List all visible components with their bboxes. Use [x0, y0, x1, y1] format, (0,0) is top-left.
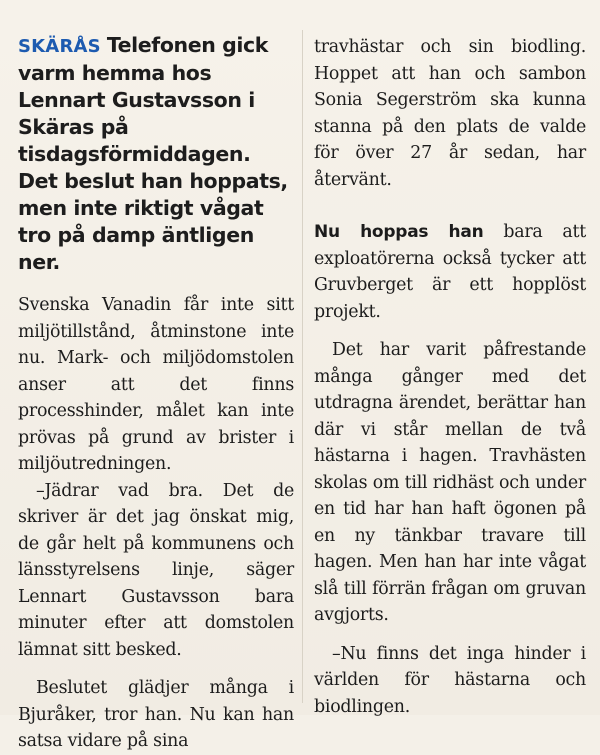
article-lead: [18, 32, 294, 276]
body-paragraph: Beslutet glädjer många i Bjuråker, tror han. Nu kan han satsa vidare på sina: [18, 678, 294, 751]
kicker-heading: Nu hoppas han: [314, 222, 484, 242]
body-paragraph: Det har varit påfrestande många gånger med det utdragna ärendet, berättar han där vi står mellan de två hästarna i hagen. Travhästen skolas om till ridhäst och under en tid har han haft ögonen på en ny tänkbar travare till hagen. Men han har inte vågat slå till förrän frågan om gruvan avgjorts.: [314, 340, 586, 625]
kicker-paragraph: [314, 219, 586, 325]
dateline: SKÄRÅS: [18, 36, 101, 57]
left-column: [18, 0, 294, 751]
quote-paragraph: –Nu finns det inga hinder i världen för hästarna och biodlingen.: [314, 643, 586, 717]
body-paragraph: travhästar och sin biodling. Hoppet att han och sambon Sonia Segerström ska kunna stanna på den plats de valde för över 27 år sedan, har återvänt.: [314, 37, 586, 190]
right-column: [314, 0, 586, 715]
body-paragraph: Svenska Vanadin får inte sitt miljötillstånd, åtminstone inte nu. Mark- och miljödomstolen anser att det finns processhinder, målet kan inte prövas på grund av brister i miljöutredningen.: [18, 295, 294, 474]
quote-paragraph: –Jädrar vad bra. Det de skriver är det jag önskat mig, de går helt på kommunens och länsstyrelsens linje, säger Lennart Gustavsson bara minuter efter att domstolen lämnat sitt besked.: [18, 480, 294, 660]
kicker-text: bara att exploatörerna också tycker att Gruvberget är ett hopplöst projekt.: [314, 222, 587, 322]
column-divider: [302, 30, 303, 703]
lead-text: Telefonen gick varm hemma hos Lennart Gustavsson i Skäras på tisdagsförmiddagen. Det beslut han hoppats, men inte riktigt vågat tro på damp äntligen ner.: [18, 33, 288, 274]
